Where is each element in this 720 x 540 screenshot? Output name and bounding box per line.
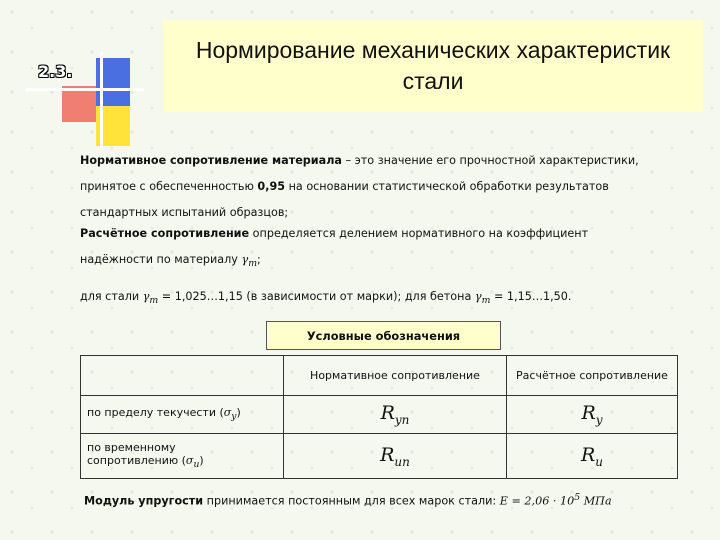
formula-unit: МПа (580, 494, 612, 508)
p3-text2: = 1,025…1,15 (в зависимости от марки); для бетона (158, 290, 475, 303)
legend-title-box (266, 321, 501, 350)
p3-text3: = 1,15…1,50. (490, 290, 572, 303)
p4-text1: принимается постоянным для всех марок стали: (203, 494, 500, 508)
row1-normative (284, 396, 507, 434)
r-u-main: R (580, 443, 596, 466)
row2-normative (284, 434, 507, 479)
row2-label-line2: сопротивлению ( (87, 454, 186, 468)
title-box (163, 20, 703, 112)
r-y-main: R (581, 402, 596, 425)
legend-title: Условные обозначения (306, 328, 461, 343)
table-row (81, 434, 678, 479)
decor-red-square (62, 86, 100, 122)
gamma-sub: m (248, 258, 258, 270)
notation-table (80, 355, 678, 479)
r-un-main: R (380, 443, 395, 466)
p1-text1: – это значение его прочностной характеристики, принятое с обеспеченностью (80, 154, 639, 193)
gamma-steel: γ (142, 290, 150, 303)
formula-eq: = 2,06 · 10 (507, 494, 575, 508)
paragraph-coefficients (80, 284, 640, 314)
p2-text2: ; (257, 253, 261, 266)
header-empty (81, 356, 284, 396)
gamma-symbol: γ (241, 253, 249, 266)
row1-label-text: по пределу текучести ( (87, 406, 224, 420)
r-yn-main: R (380, 402, 395, 425)
sigma-u-sub: u (193, 459, 200, 471)
gamma-steel-sub: m (149, 295, 159, 307)
formula-exp: 5 (574, 492, 581, 503)
decor-horizontal-line (26, 88, 144, 91)
p1-bold-value: 0,95 (257, 180, 286, 193)
term-modulus: Модуль упругости (84, 494, 204, 508)
p3-text1: для стали (80, 290, 143, 303)
r-un-sub: un (394, 454, 410, 469)
header-normative: Нормативное сопротивление (284, 356, 507, 396)
row2-label-line1: по временному (87, 441, 176, 455)
row2-label-end: ) (199, 454, 204, 468)
sigma-u-symbol: σ (185, 454, 194, 468)
header-design: Расчётное сопротивление (507, 356, 678, 396)
table-header-row (81, 356, 678, 396)
row1-label-end: ) (236, 406, 241, 420)
page-title: Нормирование механических характеристик стали (195, 36, 671, 94)
sigma-sub: y (231, 411, 237, 423)
section-number: 2.3. (38, 62, 73, 81)
decor-vertical-line (100, 52, 103, 148)
p1-text2: на основании статистической обработки результатов стандартных испытаний образцов; (80, 180, 609, 219)
p2-text1: определяется делением нормативного на коэффициент надёжности по материалу (80, 227, 589, 266)
gamma-concrete-sub: m (481, 295, 491, 307)
formula-e: E (499, 494, 508, 508)
table-row (81, 396, 678, 434)
sigma-symbol: σ (223, 406, 232, 420)
gamma-concrete: γ (474, 290, 482, 303)
row2-design (507, 434, 678, 479)
paragraph-normative (80, 148, 640, 226)
row2-label (81, 434, 284, 479)
r-yn-sub: yn (394, 412, 410, 427)
row1-label (81, 396, 284, 434)
row1-design (507, 396, 678, 434)
paragraph-modulus (84, 492, 704, 508)
paragraph-design (80, 221, 640, 277)
r-u-sub: u (595, 454, 604, 469)
term-design: Расчётное сопротивление (80, 227, 250, 240)
term-normative: Нормативное сопротивление материала (80, 154, 342, 167)
r-y-sub: y (595, 412, 603, 427)
